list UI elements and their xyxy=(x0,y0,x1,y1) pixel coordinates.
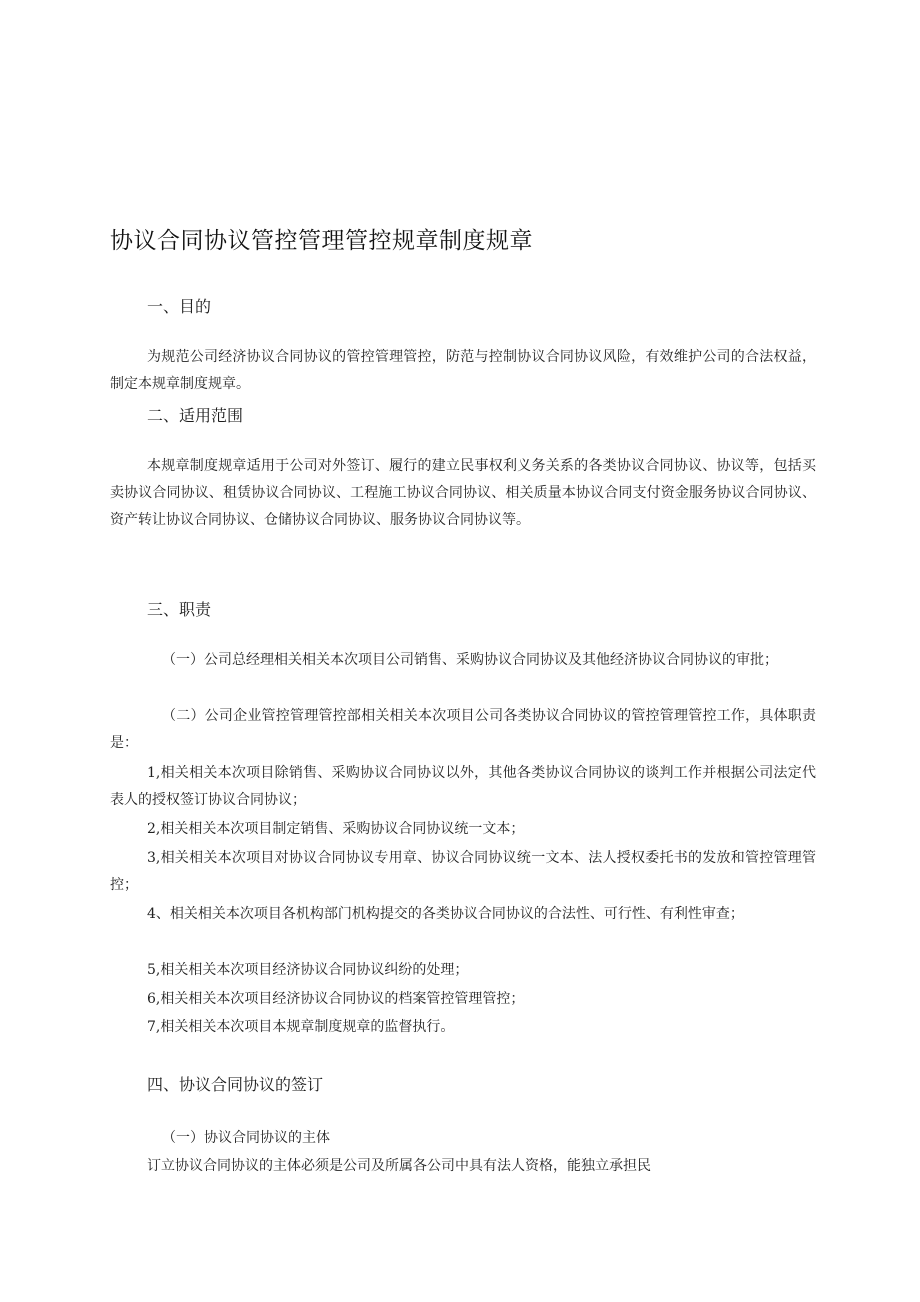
list-item-duty-3: 3,相关相关本次项目对协议合同协议专用章、协议合同协议统一文本、法人授权委托书的发放和管控管理管控； xyxy=(110,850,816,893)
section-heading-purpose: 一、目的 xyxy=(147,297,212,316)
list-item-duty-5: 5,相关相关本次项目经济协议合同协议纠纷的处理； xyxy=(147,962,469,978)
paragraph-signing-subject: （一）协议合同协议的主体 xyxy=(162,1130,330,1146)
paragraph-signing-body: 订立协议合同协议的主体必须是公司及所属各公司中具有法人资格，能独立承担民 xyxy=(147,1158,651,1174)
paragraph-duty-2: （二）公司企业管控管理管控部相关相关本次项目公司各类协议合同协议的管控管理管控工作，具体职责是： xyxy=(110,708,816,751)
section-heading-scope: 二、适用范围 xyxy=(147,406,244,425)
list-item-duty-1: 1,相关相关本次项目除销售、采购协议合同协议以外，其他各类协议合同协议的谈判工作并根据公司法定代表人的授权签订协议合同协议； xyxy=(110,765,816,808)
section-heading-duties: 三、职责 xyxy=(147,600,212,619)
paragraph-purpose: 为规范公司经济协议合同协议的管控管理管控，防范与控制协议合同协议风险，有效维护公司的合法权益，制定本规章制度规章。 xyxy=(110,349,816,392)
list-item-duty-2: 2,相关相关本次项目制定销售、采购协议合同协议统一文本； xyxy=(147,821,525,837)
section-heading-signing: 四、协议合同协议的签订 xyxy=(147,1075,324,1094)
list-item-duty-6: 6,相关相关本次项目经济协议合同协议的档案管控管理管控； xyxy=(147,991,525,1007)
paragraph-scope: 本规章制度规章适用于公司对外签订、履行的建立民事权利义务关系的各类协议合同协议、协议等，包括买卖协议合同协议、租赁协议合同协议、工程施工协议合同协议、相关质量本协议合同支付资金服务协议合同协议、资产转让协议合同协议、仓储协议合同协议、服务协议合同协议等。 xyxy=(110,458,816,528)
list-item-duty-4: 4、相关相关本次项目各机构部门机构提交的各类协议合同协议的合法性、可行性、有利性审查； xyxy=(147,906,744,922)
paragraph-duty-1: （一）公司总经理相关相关本次项目公司销售、采购协议合同协议及其他经济协议合同协议的审批； xyxy=(162,652,778,668)
document-title: 协议合同协议管控管理管控规章制度规章 xyxy=(110,228,533,254)
list-item-duty-7: 7,相关相关本次项目本规章制度规章的监督执行。 xyxy=(147,1019,455,1035)
